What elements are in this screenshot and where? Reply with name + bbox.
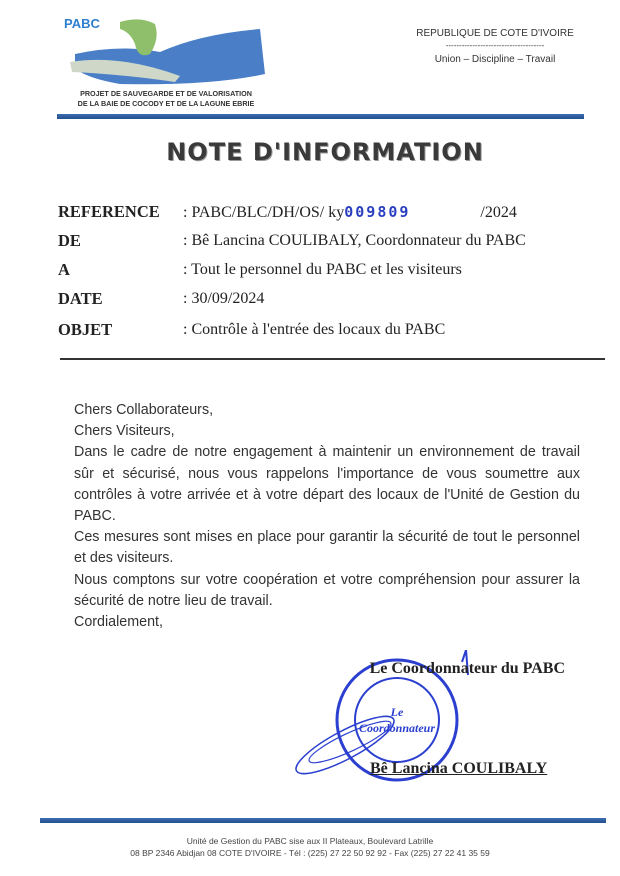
signatory-name: Bê Lancina COULIBALY bbox=[370, 760, 548, 777]
paragraph: Ces mesures sont mises en place pour garantir la sécurité de tout le personnel et des visiteurs. bbox=[74, 529, 580, 567]
paragraph: Dans le cadre de notre engagement à maintenir un environnement de travail sûr et sécurisé, nous vous rappelons l'importance de vous soumettre aux contrôles à votre arrivée et à votre départ des locaux de l'Unité de Gestion du PABC. bbox=[74, 444, 580, 525]
closing: Cordialement, bbox=[74, 614, 163, 631]
footer bbox=[0, 835, 620, 859]
field-value-date: : 30/09/2024 bbox=[183, 290, 265, 307]
reference-year: /2024 bbox=[480, 204, 517, 221]
document-title: NOTE D'INFORMATION bbox=[166, 138, 484, 166]
salutation-1: Chers Collaborateurs, bbox=[74, 402, 214, 418]
project-line-1: PROJET DE SAUVEGARDE ET DE VALORISATION bbox=[80, 89, 252, 98]
field-label-a: A bbox=[58, 260, 70, 279]
field-label-reference: REFERENCE bbox=[58, 202, 160, 221]
footer-address: Unité de Gestion du PABC sise aux II Plateaux, Boulevard Latrille bbox=[186, 836, 434, 846]
letter-body bbox=[74, 400, 580, 633]
svg-text:PABC: PABC bbox=[64, 16, 100, 31]
field-value-reference bbox=[183, 203, 517, 222]
footer-divider bbox=[40, 818, 606, 823]
field-label-date: DATE bbox=[58, 289, 103, 308]
field-label-objet: OBJET bbox=[58, 320, 113, 339]
country-name: REPUBLIQUE DE COTE D'IVOIRE bbox=[416, 28, 574, 39]
fields-divider bbox=[60, 358, 605, 360]
salutation-2: Chers Visiteurs, bbox=[74, 423, 175, 440]
motto: Union – Discipline – Travail bbox=[434, 54, 556, 65]
reference-prefix: : PABC/BLC/DH/OS/ ky bbox=[183, 204, 345, 221]
header-divider bbox=[57, 114, 584, 119]
svg-text:Le: Le bbox=[390, 705, 404, 719]
paragraph: Nous comptons sur votre coopération et votre compréhension pour assurer la sécurité de notre lieu de travail. bbox=[74, 571, 580, 609]
field-value-objet: : Contrôle à l'entrée des locaux du PABC bbox=[183, 321, 446, 338]
field-value-de: : Bê Lancina COULIBALY, Coordonnateur du PABC bbox=[183, 232, 526, 249]
project-name bbox=[60, 89, 272, 109]
separator: ------------------------------------- bbox=[445, 41, 545, 50]
field-value-a: : Tout le personnel du PABC et les visiteurs bbox=[183, 261, 462, 278]
reference-number: 009809 bbox=[344, 203, 411, 221]
footer-contact: 08 BP 2346 Abidjan 08 COTE D'IVOIRE - Tél : (225) 27 22 50 92 92 - Fax (225) 27 22 41 35 59 bbox=[130, 848, 490, 858]
country-header bbox=[400, 28, 590, 65]
project-line-2: DE LA BAIE DE COCODY ET DE LA LAGUNE EBRIE bbox=[77, 99, 255, 108]
field-label-de: DE bbox=[58, 231, 81, 250]
signatory-title: Le Coordonnateur du PABC bbox=[369, 660, 565, 677]
pabc-logo bbox=[60, 14, 268, 88]
svg-text:Coordonnateur: Coordonnateur bbox=[358, 721, 436, 735]
